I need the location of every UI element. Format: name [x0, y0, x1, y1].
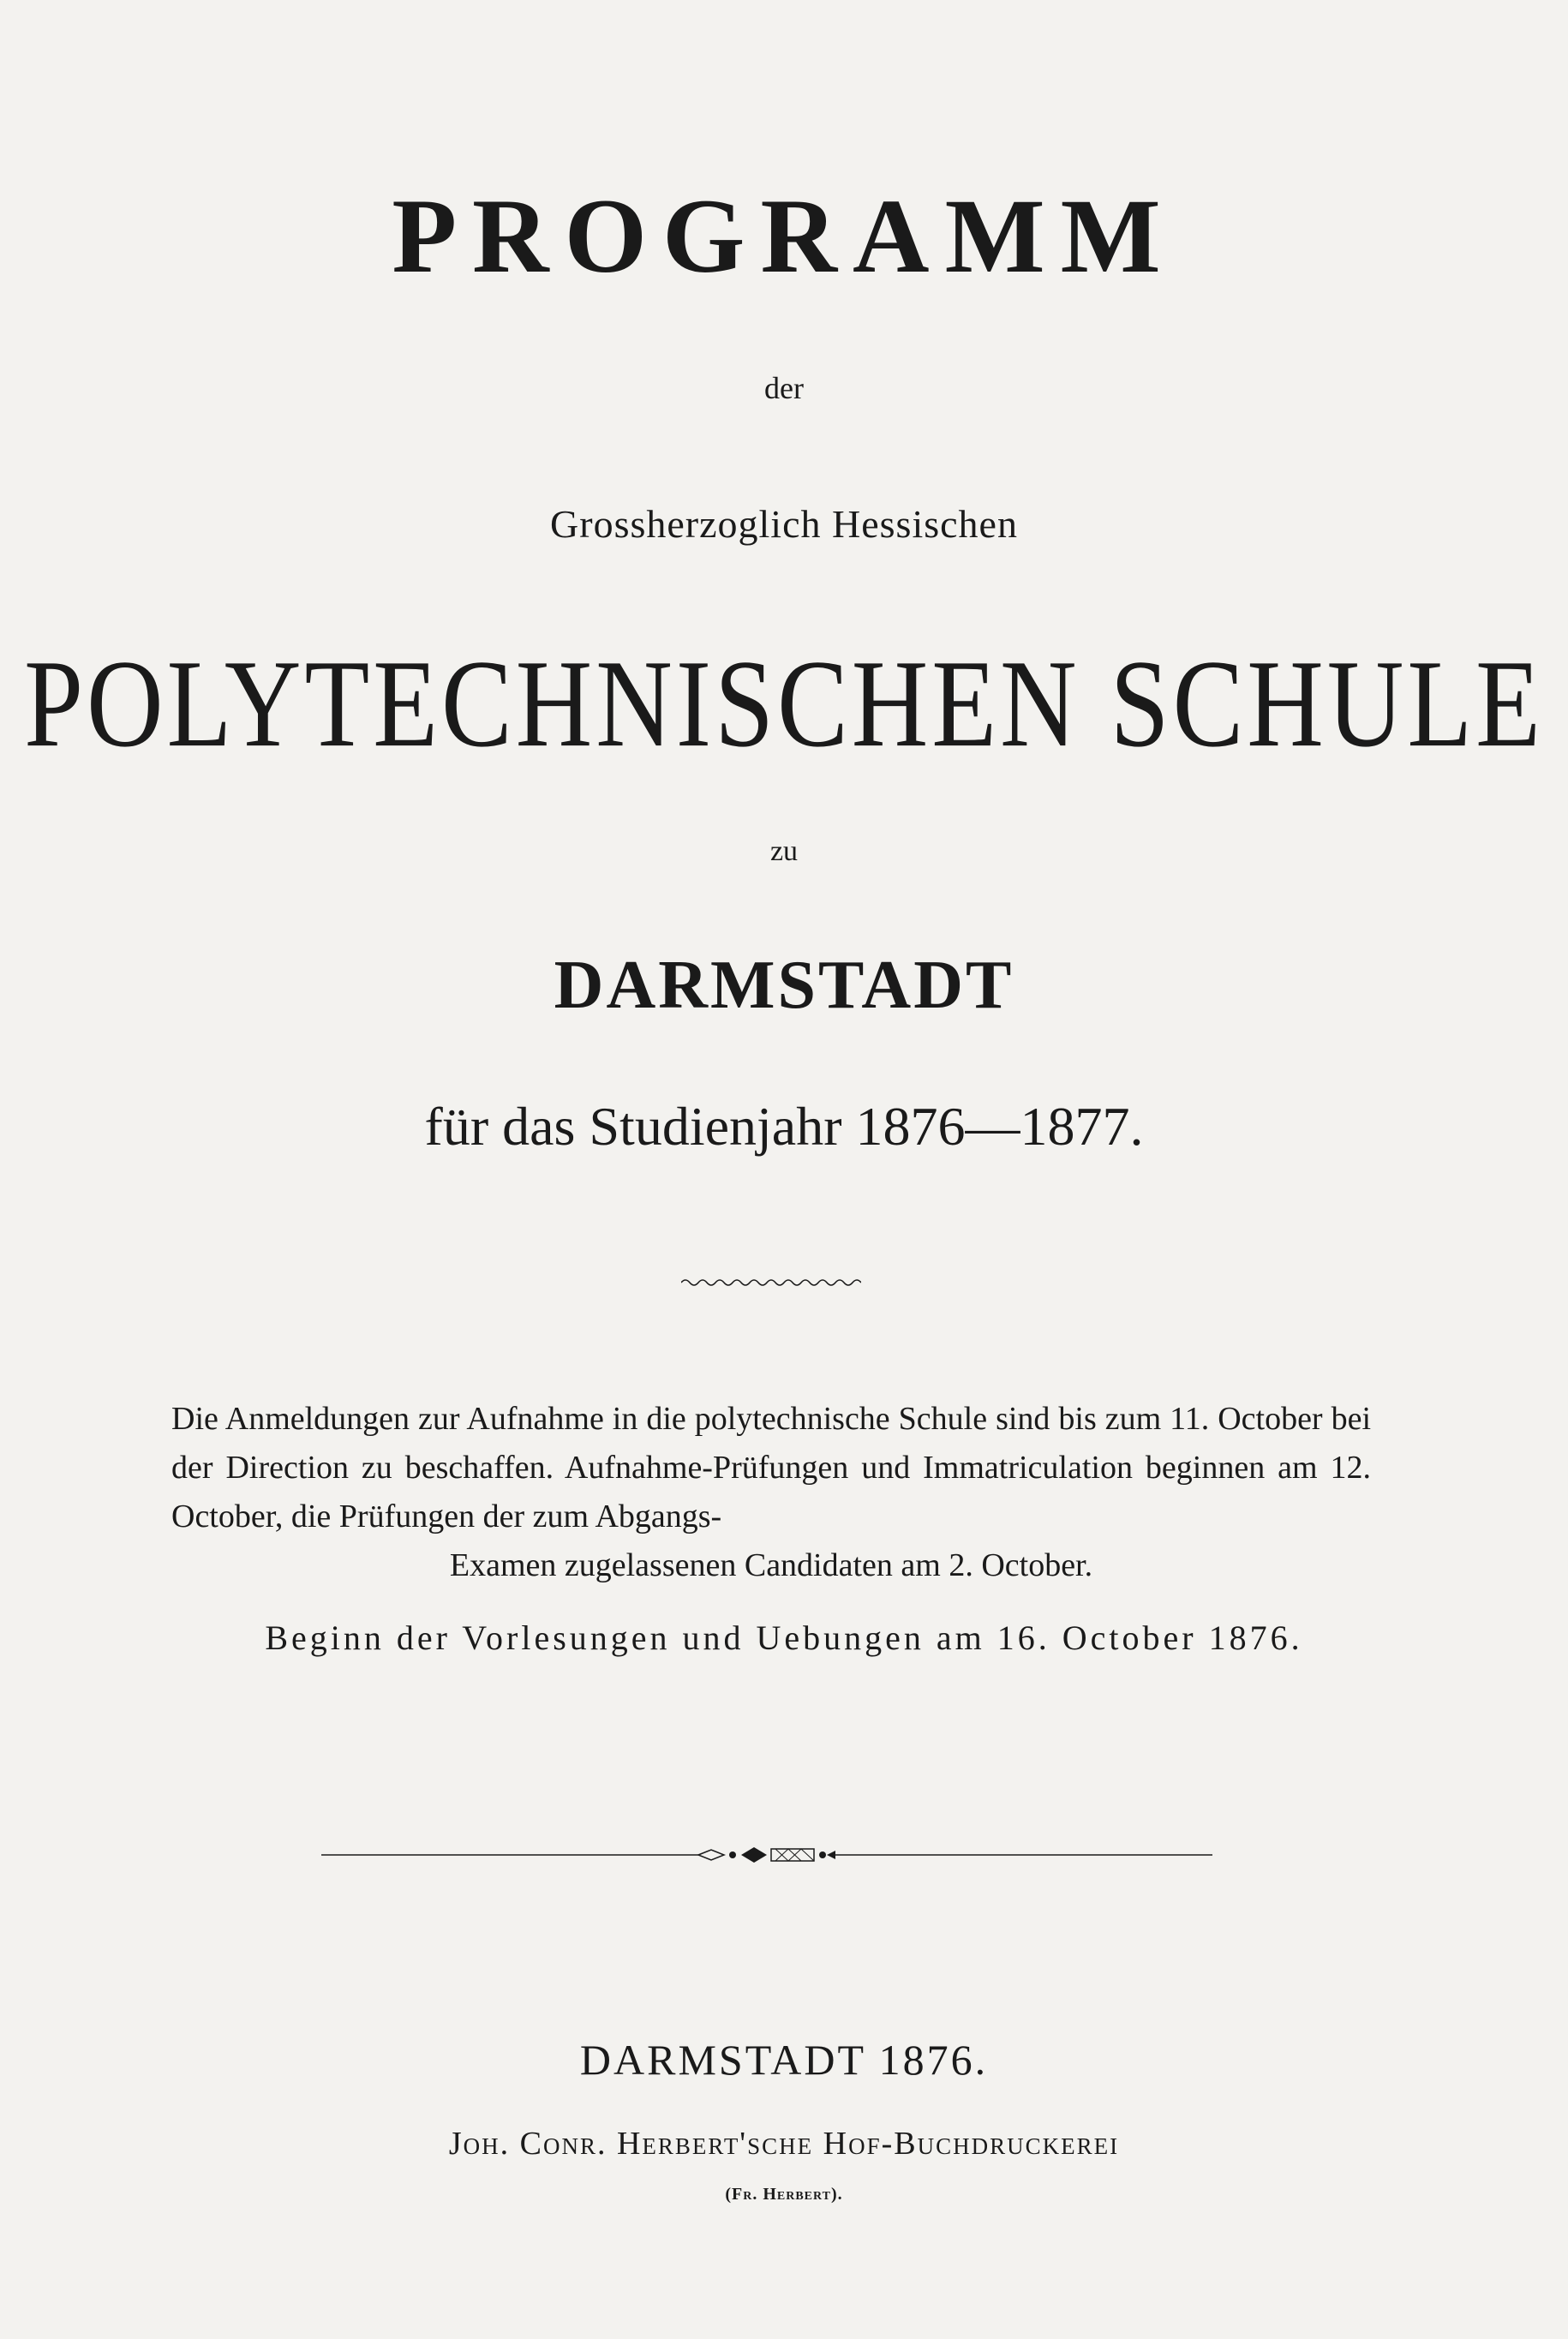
ornamental-divider	[321, 1842, 1212, 1868]
lecture-start-notice: Beginn der Vorlesungen und Uebungen am 16. October 1876.	[265, 1618, 1303, 1657]
academic-year: für das Studienjahr 1876—1877.	[424, 1096, 1144, 1157]
institution-name: POLYTECHNISCHEN SCHULE	[24, 634, 1544, 774]
document-title: PROGRAMM	[392, 177, 1176, 295]
institution-adjective: Grossherzoglich Hessischen	[550, 502, 1018, 546]
admission-notice-text: Die Anmeldungen zur Aufnahme in die polytechnische Schule sind bis zum 11. October bei der Direction zu beschaffen. Aufnahme-Prüfungen und Immatriculation beginnen am 12. October, die Prüfungen der zum Abgangs-	[171, 1401, 1371, 1534]
wavy-rule-ornament	[681, 1277, 861, 1289]
printer-owner: (Fr. Herbert).	[725, 2185, 843, 2204]
admission-notice-last-line: Examen zugelassenen Candidaten am 2. October.	[449, 1547, 1093, 1583]
admission-notice	[171, 1395, 1371, 1590]
preposition-zu: zu	[769, 835, 799, 867]
imprint-city-year: DARMSTADT 1876.	[579, 2036, 989, 2084]
city-name: DARMSTADT	[554, 948, 1014, 1023]
printer-name: Joh. Conr. Herbert'sche Hof-Buchdruckerei	[448, 2126, 1120, 2162]
article-der: der	[764, 371, 804, 405]
